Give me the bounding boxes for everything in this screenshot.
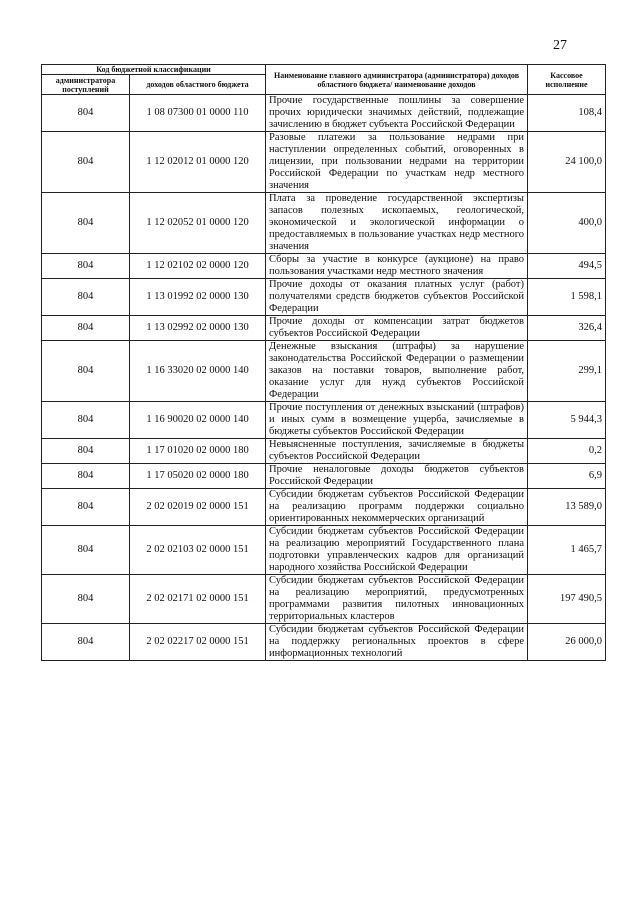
admin-cell: 804 [42, 341, 130, 402]
page-number: 27 [553, 38, 567, 53]
admin-cell: 804 [42, 489, 130, 526]
header-code-group: Код бюджетной классификации [42, 65, 266, 75]
name-cell: Субсидии бюджетам субъектов Российской Федерации на реализацию программ поддержки социально ориентированных некоммерческих организаций [266, 489, 528, 526]
name-cell: Сборы за участие в конкурсе (аукционе) на право пользования участками недр местного значения [266, 254, 528, 279]
admin-cell: 804 [42, 279, 130, 316]
code-cell: 1 17 01020 02 0000 180 [130, 439, 266, 464]
amount-cell: 299,1 [528, 341, 606, 402]
admin-cell: 804 [42, 132, 130, 193]
amount-cell: 494,5 [528, 254, 606, 279]
admin-cell: 804 [42, 575, 130, 624]
name-cell: Прочие государственные пошлины за совершение прочих юридически значимых действий, подлежащие зачислению в бюджет субъекта Российской Федерации [266, 95, 528, 132]
table-row [42, 193, 606, 254]
code-cell: 2 02 02171 02 0000 151 [130, 575, 266, 624]
name-cell: Денежные взыскания (штрафы) за нарушение законодательства Российской Федерации о размещении заказов на поставки товаров, выполнение работ, оказание услуг для нужд субъектов Российской Федерации [266, 341, 528, 402]
name-cell: Прочие поступления от денежных взысканий (штрафов) и иных сумм в возмещение ущерба, зачисляемые в бюджеты субъектов Российской Федерации [266, 402, 528, 439]
amount-cell: 5 944,3 [528, 402, 606, 439]
name-cell: Прочие доходы от компенсации затрат бюджетов субъектов Российской Федерации [266, 316, 528, 341]
amount-cell: 1 598,1 [528, 279, 606, 316]
table-row [42, 526, 606, 575]
admin-cell: 804 [42, 439, 130, 464]
code-cell: 1 13 02992 02 0000 130 [130, 316, 266, 341]
admin-cell: 804 [42, 193, 130, 254]
name-cell: Плата за проведение государственной экспертизы запасов полезных ископаемых, геологической, экономической и экологической информации о предоставляемых в пользование участках недр местного значения [266, 193, 528, 254]
code-cell: 1 17 05020 02 0000 180 [130, 464, 266, 489]
code-cell: 2 02 02103 02 0000 151 [130, 526, 266, 575]
amount-cell: 6,9 [528, 464, 606, 489]
amount-cell: 197 490,5 [528, 575, 606, 624]
amount-cell: 24 100,0 [528, 132, 606, 193]
name-cell: Субсидии бюджетам субъектов Российской Федерации на реализацию мероприятий, предусмотренных программами развития пилотных инновационных территориальных кластеров [266, 575, 528, 624]
code-cell: 1 12 02102 02 0000 120 [130, 254, 266, 279]
code-cell: 1 12 02012 01 0000 120 [130, 132, 266, 193]
admin-cell: 804 [42, 464, 130, 489]
code-cell: 1 16 90020 02 0000 140 [130, 402, 266, 439]
code-cell: 1 13 01992 02 0000 130 [130, 279, 266, 316]
amount-cell: 1 465,7 [528, 526, 606, 575]
amount-cell: 13 589,0 [528, 489, 606, 526]
revenue-table [41, 64, 606, 661]
admin-cell: 804 [42, 95, 130, 132]
amount-cell: 26 000,0 [528, 624, 606, 661]
code-cell: 2 02 02217 02 0000 151 [130, 624, 266, 661]
amount-cell: 108,4 [528, 95, 606, 132]
name-cell: Прочие доходы от оказания платных услуг (работ) получателями средств бюджетов субъектов Российской Федерации [266, 279, 528, 316]
table-row [42, 489, 606, 526]
table-header-row [42, 65, 606, 75]
table-row [42, 624, 606, 661]
table-row [42, 575, 606, 624]
name-cell: Субсидии бюджетам субъектов Российской Федерации на реализацию мероприятий Государственного плана подготовки управленческих кадров для организаций народного хозяйства Российской Федерации [266, 526, 528, 575]
amount-cell: 0,2 [528, 439, 606, 464]
code-cell: 1 16 33020 02 0000 140 [130, 341, 266, 402]
table-row [42, 132, 606, 193]
admin-cell: 804 [42, 624, 130, 661]
header-amount: Кассовое исполнение [528, 65, 606, 95]
header-revenue-code: доходов областного бюджета [130, 75, 266, 95]
header-admin: администратора поступлений [42, 75, 130, 95]
admin-cell: 804 [42, 316, 130, 341]
table-row [42, 464, 606, 489]
code-cell: 1 12 02052 01 0000 120 [130, 193, 266, 254]
name-cell: Прочие неналоговые доходы бюджетов субъектов Российской Федерации [266, 464, 528, 489]
admin-cell: 804 [42, 254, 130, 279]
table-row [42, 341, 606, 402]
table-row [42, 439, 606, 464]
amount-cell: 400,0 [528, 193, 606, 254]
name-cell: Невыясненные поступления, зачисляемые в бюджеты субъектов Российской Федерации [266, 439, 528, 464]
code-cell: 1 08 07300 01 0000 110 [130, 95, 266, 132]
admin-cell: 804 [42, 402, 130, 439]
table-row [42, 95, 606, 132]
amount-cell: 326,4 [528, 316, 606, 341]
table-row [42, 402, 606, 439]
name-cell: Разовые платежи за пользование недрами при наступлении определенных событий, оговоренных в лицензии, при пользовании недрами на территории Российской Федерации по участкам недр местного значения [266, 132, 528, 193]
table-row [42, 316, 606, 341]
table-row [42, 279, 606, 316]
code-cell: 2 02 02019 02 0000 151 [130, 489, 266, 526]
table-row [42, 254, 606, 279]
header-name: Наименование главного администратора (администратора) доходов областного бюджета/ наименование доходов [266, 65, 528, 95]
name-cell: Субсидии бюджетам субъектов Российской Федерации на поддержку региональных проектов в сфере информационных технологий [266, 624, 528, 661]
admin-cell: 804 [42, 526, 130, 575]
